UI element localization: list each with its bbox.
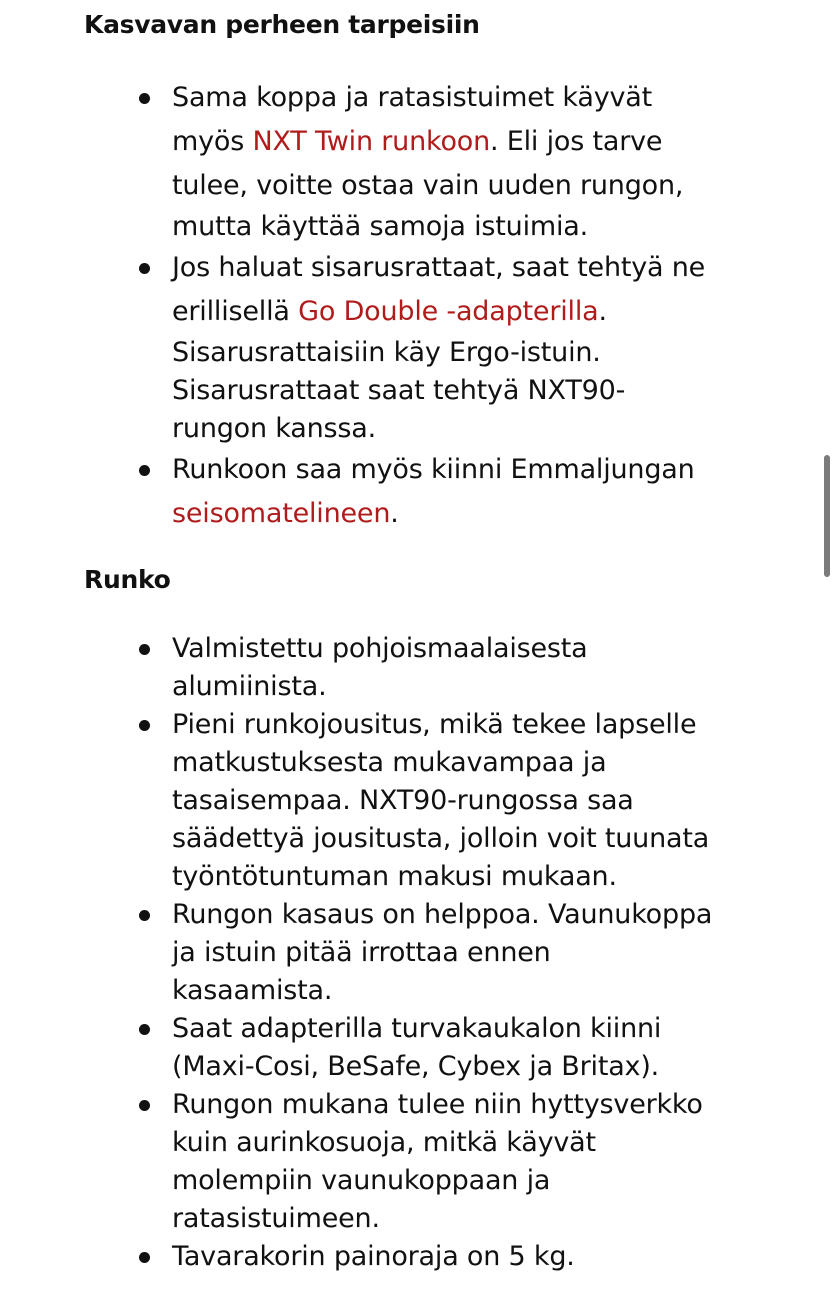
list-item-line — [172, 246, 784, 290]
bullet-icon — [139, 465, 150, 476]
text-segment: tulee, voitte ostaa vain uuden rungon, — [172, 170, 684, 201]
text-segment: Sama koppa ja ratasistuimet käyvät — [172, 82, 653, 113]
list-item — [84, 630, 784, 706]
text-segment: säädettyä jousitusta, jolloin voit tuunata — [172, 823, 710, 854]
list-item-line — [172, 706, 784, 744]
vertical-scrollbar[interactable] — [824, 455, 830, 577]
text-segment: Sisarusrattaisiin käy Ergo-istuin. — [172, 337, 601, 368]
list-item-line — [172, 972, 784, 1010]
list-item — [84, 1010, 784, 1086]
list-item-line — [172, 1010, 784, 1048]
list-item-line — [172, 164, 784, 208]
text-segment: . Eli jos tarve — [490, 126, 663, 157]
bullet-icon — [139, 93, 150, 104]
text-segment: myös — [172, 126, 253, 157]
list-item-line — [172, 1162, 784, 1200]
text-segment: . — [390, 498, 399, 529]
text-segment: mutta käyttää samoja istuimia. — [172, 211, 589, 242]
list-item-line — [172, 896, 784, 934]
text-segment: molempiin vaunukoppaan ja — [172, 1165, 551, 1196]
list-item-line — [172, 448, 784, 492]
bullet-icon — [139, 720, 150, 731]
list-item-line — [172, 1048, 784, 1086]
list-item — [84, 448, 784, 536]
list-item-line — [172, 1086, 784, 1124]
list-item-line — [172, 410, 784, 448]
list-item-line — [172, 120, 784, 164]
bullet-icon — [139, 1100, 150, 1111]
list-item-line — [172, 820, 784, 858]
list-item-line — [172, 208, 784, 246]
list-item — [84, 896, 784, 1010]
text-segment: Pieni runkojousitus, mikä tekee lapselle — [172, 709, 697, 740]
text-segment: Tavarakorin painoraja on 5 kg. — [172, 1241, 575, 1272]
bullet-icon — [139, 644, 150, 655]
bullet-icon — [139, 1252, 150, 1263]
list-item-line — [172, 492, 784, 536]
text-segment: (Maxi-Cosi, BeSafe, Cybex ja Britax). — [172, 1051, 660, 1082]
text-segment: Jos haluat sisarusrattaat, saat tehtyä ne — [172, 252, 706, 283]
list-item — [84, 246, 784, 448]
list-item — [84, 76, 784, 246]
list-item-line — [172, 334, 784, 372]
text-segment: Sisarusrattaat saat tehtyä NXT90- — [172, 375, 626, 406]
text-segment: . — [598, 296, 607, 327]
list-item-line — [172, 782, 784, 820]
list-item-line — [172, 372, 784, 410]
list-item — [84, 706, 784, 896]
text-segment: Saat adapterilla turvakaukalon kiinni — [172, 1013, 662, 1044]
list-item-line — [172, 744, 784, 782]
text-segment: Rungon mukana tulee niin hyttysverkko — [172, 1089, 703, 1120]
list-item — [84, 1238, 784, 1276]
list-item-line — [172, 290, 784, 334]
list-item-line — [172, 630, 784, 668]
frame-features-list — [84, 630, 784, 1276]
section-heading-runko: Runko — [84, 565, 171, 594]
list-item-line — [172, 934, 784, 972]
text-segment: matkustuksesta mukavampaa ja — [172, 747, 607, 778]
inline-link[interactable]: seisomatelineen — [172, 498, 391, 529]
text-segment: kasaamista. — [172, 975, 333, 1006]
bullet-icon — [139, 263, 150, 274]
list-item-line — [172, 76, 784, 120]
text-segment: ratasistuimeen. — [172, 1203, 380, 1234]
list-item — [84, 1086, 784, 1238]
list-item-line — [172, 1238, 784, 1276]
text-segment: Rungon kasaus on helppoa. Vaunukoppa — [172, 899, 713, 930]
text-segment: tasaisempaa. NXT90-rungossa saa — [172, 785, 634, 816]
list-item-line — [172, 1124, 784, 1162]
bullet-icon — [139, 1024, 150, 1035]
section-heading-kasvavan-perheen: Kasvavan perheen tarpeisiin — [84, 10, 480, 39]
text-segment: rungon kanssa. — [172, 413, 376, 444]
inline-link[interactable]: NXT Twin runkoon — [252, 126, 490, 157]
text-segment: ja istuin pitää irrottaa ennen — [172, 937, 551, 968]
text-segment: Runkoon saa myös kiinni Emmaljungan — [172, 454, 695, 485]
list-item-line — [172, 858, 784, 896]
text-segment: kuin aurinkosuoja, mitkä käyvät — [172, 1127, 596, 1158]
list-item-line — [172, 1200, 784, 1238]
list-item-line — [172, 668, 784, 706]
text-segment: erillisellä — [172, 296, 299, 327]
inline-link[interactable]: Go Double -adapterilla — [298, 296, 599, 327]
text-segment: alumiinista. — [172, 671, 327, 702]
text-segment: Valmistettu pohjoismaalaisesta — [172, 633, 588, 664]
text-segment: työntötuntuman makusi mukaan. — [172, 861, 617, 892]
bullet-icon — [139, 910, 150, 921]
family-needs-list — [84, 76, 784, 536]
